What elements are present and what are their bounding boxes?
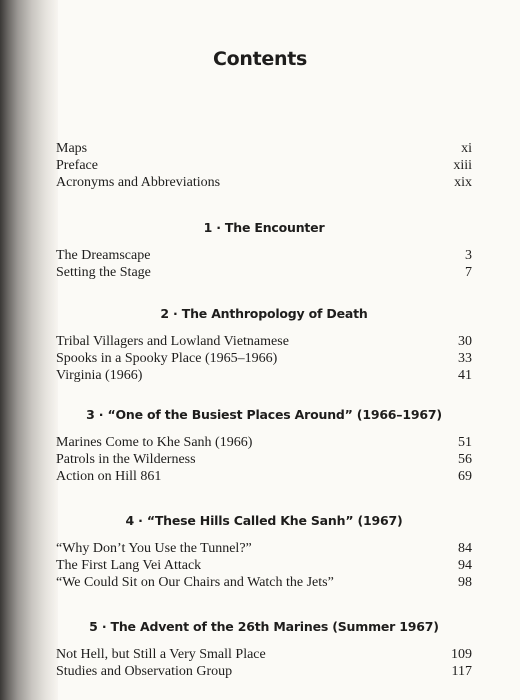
entry-title: “Why Don’t You Use the Tunnel?” <box>56 541 252 556</box>
chapter-section <box>56 512 472 591</box>
entry-title: Marines Come to Khe Sanh (1966) <box>56 435 253 450</box>
chapter-entries <box>56 247 472 281</box>
toc-entry <box>56 557 472 574</box>
chapter-heading: 2 · The Anthropology of Death <box>160 306 368 321</box>
entry-title: Tribal Villagers and Lowland Vietnamese <box>56 334 289 349</box>
toc-entry <box>56 468 472 485</box>
chapter-entries <box>56 333 472 384</box>
entry-page: 98 <box>458 575 472 590</box>
page-title: Contents <box>212 48 307 70</box>
toc-entry <box>56 157 472 174</box>
chapter-entries <box>56 540 472 591</box>
toc-entry <box>56 140 472 157</box>
entry-page: 33 <box>458 351 472 366</box>
entry-title: “We Could Sit on Our Chairs and Watch the Jets” <box>56 575 334 590</box>
entry-page: 117 <box>451 664 472 679</box>
entry-title: Not Hell, but Still a Very Small Place <box>56 647 266 662</box>
entry-page: xix <box>454 175 472 190</box>
entry-title: Action on Hill 861 <box>56 469 162 484</box>
chapter-entries <box>56 434 472 485</box>
entry-title: Virginia (1966) <box>56 368 143 383</box>
chapter-heading: 3 · “One of the Busiest Places Around” (1966–1967) <box>86 407 442 422</box>
entry-title: Studies and Observation Group <box>56 664 233 679</box>
toc-entry <box>56 367 472 384</box>
entry-title: The Dreamscape <box>56 248 151 263</box>
chapter-section <box>56 219 472 281</box>
chapter-section <box>56 618 472 680</box>
toc-entry <box>56 174 472 191</box>
entry-title: Patrols in the Wilderness <box>56 452 196 467</box>
toc-entry <box>56 540 472 557</box>
front-matter-list <box>56 140 472 191</box>
entry-title: Setting the Stage <box>56 265 151 280</box>
entry-page: 56 <box>458 452 472 467</box>
entry-page: 30 <box>458 334 472 349</box>
chapter-entries <box>56 646 472 680</box>
entry-title: Spooks in a Spooky Place (1965–1966) <box>56 351 278 366</box>
chapter-section <box>56 406 472 485</box>
entry-page: xi <box>461 141 472 156</box>
entry-page: xiii <box>453 158 472 173</box>
toc-entry <box>56 574 472 591</box>
toc-entry <box>56 350 472 367</box>
page-spine-shadow <box>0 0 58 700</box>
entry-page: 69 <box>458 469 472 484</box>
toc-entry <box>56 646 472 663</box>
entry-title: Acronyms and Abbreviations <box>56 175 221 190</box>
toc-entry <box>56 264 472 281</box>
entry-title: Preface <box>56 158 98 173</box>
toc-entry <box>56 663 472 680</box>
chapter-heading: 5 · The Advent of the 26th Marines (Summer 1967) <box>89 619 439 634</box>
entry-page: 84 <box>458 541 472 556</box>
entry-page: 7 <box>465 265 472 280</box>
entry-title: The First Lang Vei Attack <box>56 558 202 573</box>
chapter-heading: 4 · “These Hills Called Khe Sanh” (1967) <box>125 513 403 528</box>
chapter-section <box>56 305 472 384</box>
toc-entry <box>56 333 472 350</box>
entry-page: 3 <box>465 248 472 263</box>
entry-page: 94 <box>458 558 472 573</box>
toc-entry <box>56 451 472 468</box>
entry-page: 51 <box>458 435 472 450</box>
toc-entry <box>56 247 472 264</box>
entry-page: 109 <box>451 647 472 662</box>
chapter-heading: 1 · The Encounter <box>203 220 325 235</box>
entry-title: Maps <box>56 141 88 156</box>
toc-entry <box>56 434 472 451</box>
entry-page: 41 <box>458 368 472 383</box>
